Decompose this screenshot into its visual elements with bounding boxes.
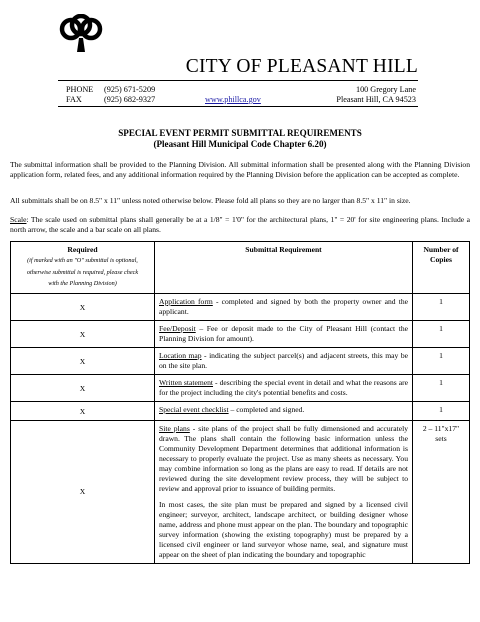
fax-number: (925) 682-9327	[104, 95, 156, 104]
table-header-row	[11, 242, 470, 294]
table-row	[11, 374, 470, 401]
submittal-item-text-2: In most cases, the site plan must be prepared and signed by a licensed civil engineer; surveyor, architect, landscape architect, or building designer whose name, address and phone must appear on the plan. The boundary and topographic survey information (showing the existing topography) must be prepared by a licensed civil engineer or land surveyor whose name, seal, and signature must appear on the sheet of plan indicating the boundary and topographic	[159, 499, 408, 559]
submittal-item-name: Written statement	[159, 377, 214, 387]
header-submittal: Submittal Requirement	[155, 242, 413, 294]
document-title: SPECIAL EVENT PERMIT SUBMITTAL REQUIREMENTS	[118, 128, 362, 138]
submittal-item-name: Location map	[159, 350, 202, 360]
required-mark: X	[79, 383, 86, 393]
required-cell	[11, 320, 155, 347]
submittal-item-text: - site plans of the project shall be fully dimensioned and accurately drawn. The plans shall contain the following basic information unless the Community Development Department determines that additional information is necessary to properly evaluate the project. Use as many sheets as necessary. You may combine information so long as the plans are easy to read. If details are not reviewed during the site development review process, they will be subject to review and approval prior to issuance of building permits.	[159, 423, 408, 493]
scale-paragraph	[10, 215, 470, 235]
submittal-cell	[155, 293, 413, 320]
required-cell	[11, 420, 155, 563]
submittal-item-name: Special event checklist	[159, 404, 229, 414]
submittal-cell	[155, 320, 413, 347]
copies-cell: 1	[413, 347, 470, 374]
submittal-item-name: Application form	[159, 296, 213, 306]
required-mark: X	[79, 329, 86, 339]
table-row	[11, 420, 470, 563]
required-mark: X	[79, 486, 86, 496]
submittal-item-text: - describing the special event in detail and what the reasons are for the project including the city's potential benefits and costs.	[159, 377, 408, 397]
required-cell	[11, 374, 155, 401]
header-copies: Number of Copies	[413, 242, 470, 294]
header-rule-bottom	[58, 106, 418, 107]
header-rule-top	[58, 80, 418, 81]
submittal-cell	[155, 401, 413, 420]
required-mark: X	[79, 406, 86, 416]
submittal-cell	[155, 347, 413, 374]
copies-cell: 2 – 11"x17" sets	[413, 420, 470, 563]
copies-cell: 1	[413, 320, 470, 347]
phone-label: PHONE	[66, 85, 94, 94]
header-required-label: Required	[67, 245, 98, 254]
city-logo-icon	[58, 14, 104, 54]
submittal-cell	[155, 374, 413, 401]
required-cell	[11, 347, 155, 374]
submittal-cell	[155, 420, 413, 563]
address-line-2: Pleasant Hill, CA 94523	[336, 95, 416, 104]
scale-text: : The scale used on submittal plans shall generally be at a 1/8" = 1'0" for the architectural plans, 1" = 20' for site engineering plans. Include a north arrow, the scale and a bar scale on all plans.	[10, 215, 470, 234]
copies-cell: 1	[413, 293, 470, 320]
copies-cell: 1	[413, 374, 470, 401]
document-subtitle: (Pleasant Hill Municipal Code Chapter 6.20)	[153, 139, 327, 149]
address-line-1: 100 Gregory Lane	[355, 85, 416, 94]
table-row	[11, 320, 470, 347]
table-row	[11, 293, 470, 320]
city-name: CITY OF PLEASANT HILL	[185, 56, 418, 77]
intro-paragraph: The submittal information shall be provided to the Planning Division. All submittal information shall be presented along with the Planning Division application form, related fees, and any additional information required by the Planning Division before the application can be accepted as complete.	[10, 160, 470, 179]
header-required	[11, 242, 155, 294]
submittal-item-text: - completed and signed by both the property owner and the applicant.	[159, 296, 408, 316]
phone-number: (925) 671-5209	[104, 85, 156, 94]
table-row	[11, 347, 470, 374]
submittal-item-name: Site plans	[159, 423, 190, 433]
submittal-item-text: – completed and signed.	[228, 404, 305, 414]
requirements-table	[10, 241, 470, 564]
submittal-item-name: Fee/Deposit	[159, 323, 196, 333]
copies-cell: 1	[413, 401, 470, 420]
header-required-note: (if marked with an "O" submittal is optional, otherwise submittal is required, please check with the Planning Division)	[26, 257, 139, 287]
scale-label: Scale	[10, 215, 27, 224]
required-cell	[11, 401, 155, 420]
table-row	[11, 401, 470, 420]
required-cell	[11, 293, 155, 320]
size-paragraph: All submittals shall be on 8.5" x 11" unless noted otherwise below. Please fold all plans so they are no larger than 8.5" x 11" in size.	[10, 196, 411, 205]
fax-label: FAX	[66, 95, 82, 104]
required-mark: X	[79, 356, 86, 366]
website-link[interactable]: www.phillca.gov	[205, 95, 261, 104]
submittal-item-text: – Fee or deposit made to the City of Pleasant Hill (contact the Planning Division for amount).	[159, 323, 408, 343]
required-mark: X	[79, 302, 86, 312]
submittal-item-text: - indicating the subject parcel(s) and adjacent streets, this may be on the site plan.	[159, 350, 408, 370]
